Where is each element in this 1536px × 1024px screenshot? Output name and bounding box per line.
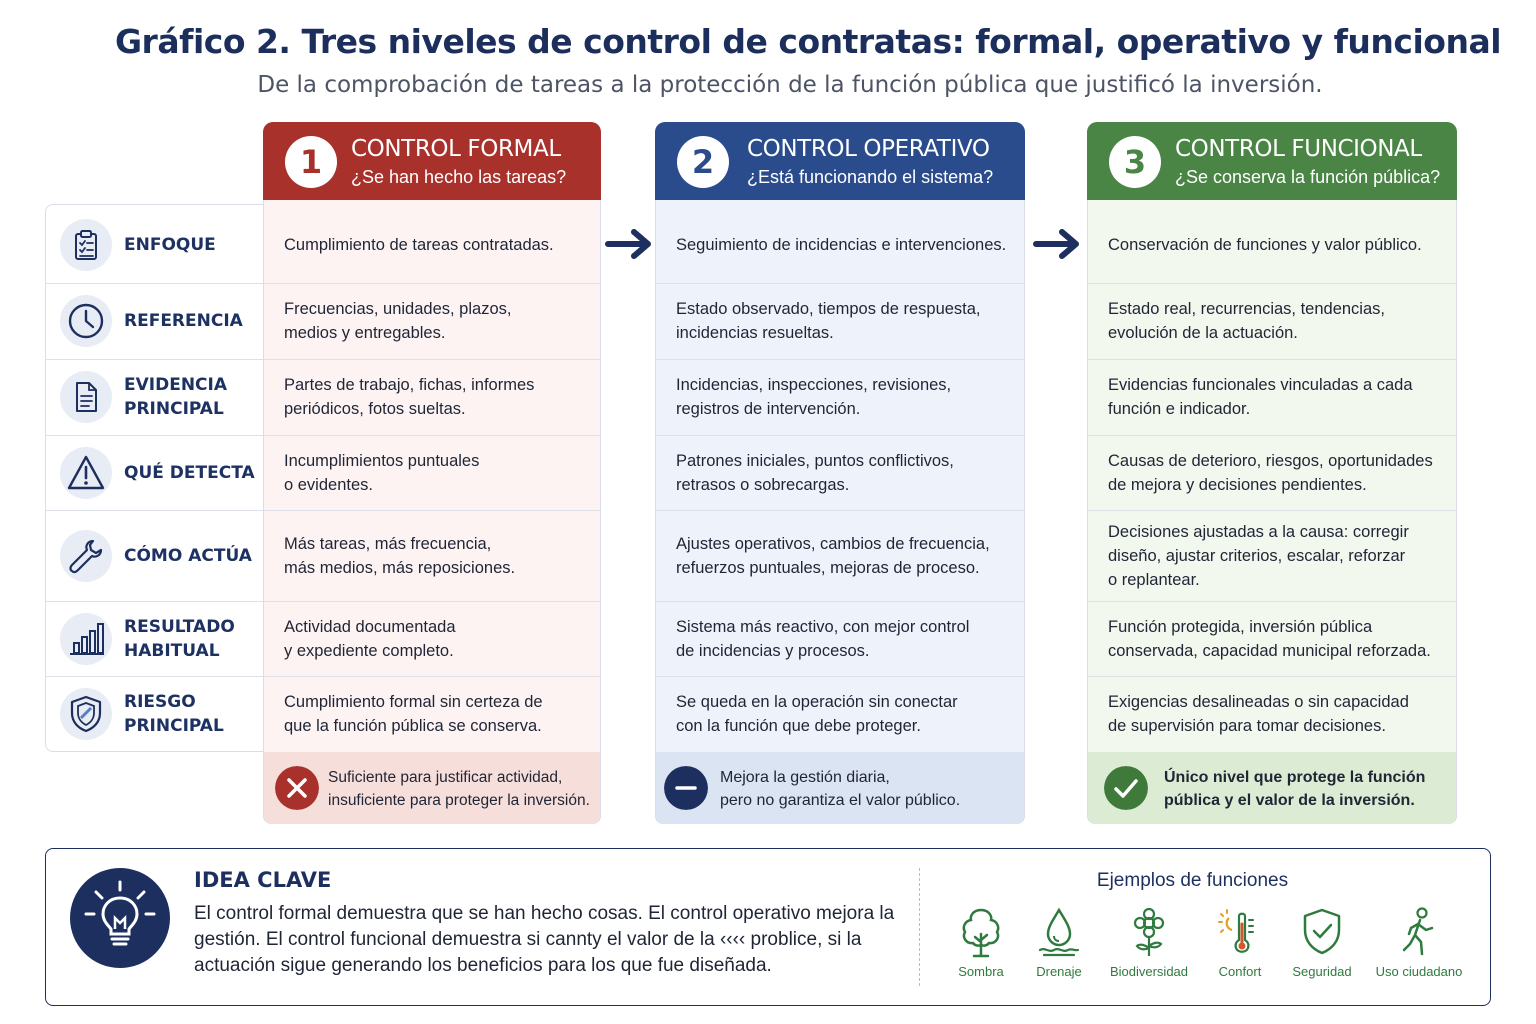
row-divider bbox=[656, 601, 1024, 602]
example-label: Drenaje bbox=[1036, 964, 1082, 979]
cell-funcional: Evidencias funcionales vinculadas a cada función e indicador. bbox=[1108, 376, 1413, 418]
column-operativo-footer bbox=[656, 752, 1024, 824]
example-drenaje bbox=[1009, 906, 1109, 979]
row-divider bbox=[656, 510, 1024, 511]
cell-formal: Más tareas, más frecuencia, más medios, más reposiciones. bbox=[284, 534, 516, 577]
document-icon bbox=[60, 371, 112, 423]
column-formal-question: ¿Se han hecho las tareas? bbox=[351, 167, 567, 187]
lightbulb-icon bbox=[70, 868, 170, 968]
arrow-right-icon bbox=[1032, 226, 1084, 262]
column-funcional-footer bbox=[1088, 752, 1456, 824]
cell-operativo: Ajustes operativos, cambios de frecuencia, refuerzos puntuales, mejoras de proceso. bbox=[676, 534, 990, 577]
column-funcional-footer-text: Único nivel que protege la función pública y el valor de la inversión. bbox=[1164, 769, 1426, 809]
page-title: Gráfico 2. Tres niveles de control de contratas: formal, operativo y funcional bbox=[114, 22, 1502, 61]
row-label: RESULTADO HABITUAL bbox=[124, 616, 235, 661]
example-label: Biodiversidad bbox=[1109, 964, 1189, 979]
drop-icon bbox=[1034, 906, 1084, 958]
row-divider bbox=[1088, 283, 1456, 284]
examples-title: Ejemplos de funciones bbox=[1096, 870, 1289, 891]
cell-operativo: Estado observado, tiempos de respuesta, incidencias resueltas. bbox=[676, 300, 981, 342]
x-circle-icon bbox=[275, 766, 319, 810]
row-label: REFERENCIA bbox=[124, 311, 243, 331]
row-divider bbox=[1088, 510, 1456, 511]
cell-formal: Actividad documentada y expediente completo. bbox=[284, 617, 456, 660]
row-divider bbox=[1088, 435, 1456, 436]
walking-person-icon bbox=[1394, 906, 1444, 958]
row-divider bbox=[264, 435, 600, 436]
clock-icon bbox=[60, 295, 112, 347]
column-operativo-footer-text: Mejora la gestión diaria, pero no garantiza el valor público. bbox=[720, 769, 961, 809]
arrow-right-icon bbox=[604, 226, 656, 262]
divider bbox=[919, 868, 920, 986]
row-divider bbox=[264, 359, 600, 360]
cell-funcional: Conservación de funciones y valor público. bbox=[1108, 235, 1422, 254]
column-operativo-name: CONTROL OPERATIVO bbox=[747, 136, 990, 162]
column-formal-name: CONTROL FORMAL bbox=[351, 136, 561, 162]
cell-funcional: Función protegida, inversión pública conservada, capacidad municipal reforzada. bbox=[1108, 617, 1431, 660]
column-formal-footer bbox=[264, 752, 600, 824]
cell-formal: Partes de trabajo, fichas, informes periódicos, fotos sueltas. bbox=[284, 376, 535, 418]
cell-funcional: Estado real, recurrencias, tendencias, evolución de la actuación. bbox=[1108, 300, 1385, 342]
cell-formal: Cumplimiento formal sin certeza de que la función pública se conserva. bbox=[284, 693, 543, 735]
row-divider bbox=[1088, 676, 1456, 677]
row-label: EVIDENCIA PRINCIPAL bbox=[124, 375, 228, 419]
warning-icon bbox=[60, 447, 112, 499]
example-uso-ciudadano bbox=[1369, 906, 1469, 979]
row-divider bbox=[264, 510, 600, 511]
cell-funcional: Causas de deterioro, riesgos, oportunidades de mejora y decisiones pendientes. bbox=[1108, 451, 1433, 494]
wrench-icon bbox=[60, 530, 112, 582]
column-operativo-question: ¿Está funcionando el sistema? bbox=[747, 167, 994, 187]
column-funcional-number: 3 bbox=[1109, 136, 1161, 188]
key-idea-title: IDEA CLAVE bbox=[194, 868, 332, 892]
row-label: RIESGO PRINCIPAL bbox=[124, 692, 224, 736]
row-divider bbox=[264, 283, 600, 284]
row-divider bbox=[1088, 601, 1456, 602]
cell-formal: Incumplimientos puntuales o evidentes. bbox=[284, 451, 480, 494]
cell-operativo: Sistema más reactivo, con mejor control de incidencias y procesos. bbox=[676, 617, 970, 660]
column-operativo-header bbox=[655, 122, 1025, 200]
column-funcional-name: CONTROL FUNCIONAL bbox=[1175, 136, 1422, 162]
row-label: ENFOQUE bbox=[124, 234, 216, 255]
row-divider bbox=[656, 676, 1024, 677]
cell-formal: Cumplimiento de tareas contratadas. bbox=[284, 235, 554, 254]
cell-operativo: Seguimiento de incidencias e intervenciones. bbox=[676, 235, 1007, 254]
shield-check-icon bbox=[1297, 906, 1347, 958]
column-funcional-header bbox=[1087, 122, 1457, 200]
row-divider bbox=[46, 676, 263, 677]
example-label: Seguridad bbox=[1292, 964, 1352, 979]
column-formal-header bbox=[263, 122, 601, 200]
cell-operativo: Se queda en la operación sin conectar con la función que debe proteger. bbox=[676, 693, 958, 735]
row-divider bbox=[46, 283, 263, 284]
flower-icon bbox=[1124, 906, 1174, 958]
example-label: Confort bbox=[1218, 964, 1262, 979]
clipboard-icon bbox=[60, 219, 112, 271]
row-divider bbox=[46, 510, 263, 511]
row-divider bbox=[46, 601, 263, 602]
column-funcional-question: ¿Se conserva la función pública? bbox=[1175, 167, 1441, 187]
row-divider bbox=[46, 435, 263, 436]
shield-icon bbox=[60, 688, 112, 740]
check-circle-icon bbox=[1104, 766, 1148, 810]
row-divider bbox=[1088, 359, 1456, 360]
minus-circle-icon bbox=[664, 766, 708, 810]
row-divider bbox=[656, 435, 1024, 436]
thermometer-icon bbox=[1215, 906, 1265, 958]
row-label: CÓMO ACTÚA bbox=[124, 545, 252, 566]
example-label: Sombra bbox=[958, 964, 1004, 979]
row-divider bbox=[264, 676, 600, 677]
row-divider bbox=[656, 283, 1024, 284]
cell-operativo: Incidencias, inspecciones, revisiones, registros de intervención. bbox=[676, 376, 952, 418]
cell-funcional: Exigencias desalineadas o sin capacidad de supervisión para tomar decisiones. bbox=[1108, 693, 1409, 735]
cell-operativo: Patrones iniciales, puntos conflictivos, retrasos o sobrecargas. bbox=[676, 451, 954, 494]
column-formal-number: 1 bbox=[285, 136, 337, 188]
bar-chart-icon bbox=[60, 613, 112, 665]
row-divider bbox=[264, 601, 600, 602]
row-divider bbox=[46, 359, 263, 360]
row-label: QUÉ DETECTA bbox=[124, 462, 255, 483]
tree-icon bbox=[956, 906, 1006, 958]
example-seguridad bbox=[1272, 906, 1372, 979]
cell-funcional: Decisiones ajustadas a la causa: corregir diseño, ajustar criterios, escalar, reforzar o replantear. bbox=[1108, 522, 1409, 589]
cell-formal: Frecuencias, unidades, plazos, medios y entregables. bbox=[284, 300, 512, 342]
page-subtitle: De la comprobación de tareas a la protección de la función pública que justificó la inversión. bbox=[257, 72, 1323, 98]
example-biodiversidad bbox=[1099, 906, 1199, 979]
column-operativo-number: 2 bbox=[677, 136, 729, 188]
column-formal-footer-text: Suficiente para justificar actividad, insuficiente para proteger la inversión. bbox=[328, 769, 590, 809]
key-idea-text: El control formal demuestra que se han hecho cosas. El control operativo mejora la gestión. El control funcional demuestra si cannty el valor de la ‹‹‹‹ problice, si la actuación sigue generando los beneficios para los que fue diseñada. bbox=[194, 903, 895, 976]
example-label: Uso ciudadano bbox=[1375, 964, 1463, 979]
row-divider bbox=[656, 359, 1024, 360]
